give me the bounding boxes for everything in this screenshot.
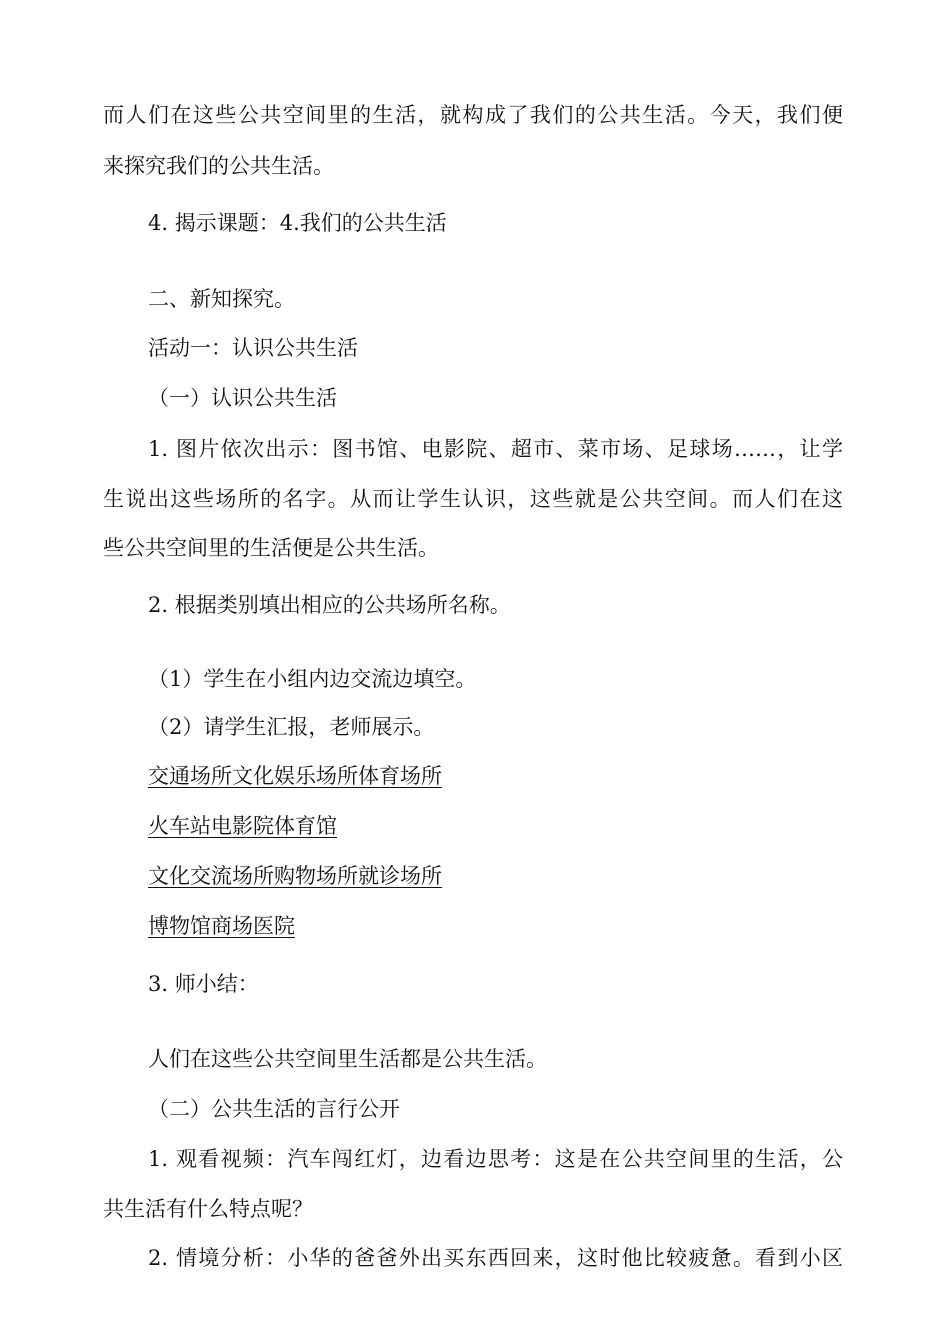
paragraph-line: 生说出这些场所的名字。从而让学生认识，这些就是公共空间。而人们在这 (103, 487, 843, 511)
subsection-heading: （二）公共生活的言行公开 (148, 1097, 400, 1121)
activity-heading: 活动一：认识公共生活 (148, 336, 358, 360)
paragraph-line: 而人们在这些公共空间里的生活，就构成了我们的公共生活。今天，我们便 (103, 103, 843, 127)
subsection-heading: （一）认识公共生活 (148, 386, 337, 410)
section-heading: 二、新知探究。 (148, 287, 295, 311)
paragraph-line: 1. 观看视频：汽车闯红灯，边看边思考：这是在公共空间里的生活，公 (148, 1147, 843, 1171)
table-line: 文化交流场所购物场所就诊场所 (148, 864, 442, 888)
table-line: 火车站电影院体育馆 (148, 814, 337, 838)
table-line: 交通场所文化娱乐场所体育场所 (148, 764, 442, 788)
table-line: 博物馆商场医院 (148, 914, 295, 938)
list-item: 2. 根据类别填出相应的公共场所名称。 (148, 593, 511, 617)
list-item: 3. 师小结： (148, 972, 259, 996)
paragraph-line: 共生活有什么特点呢？ (103, 1197, 313, 1221)
list-item: （1）学生在小组内边交流边填空。 (148, 667, 477, 691)
paragraph-line: 些公共空间里的生活便是公共生活。 (103, 536, 439, 560)
paragraph-line: 人们在这些公共空间里生活都是公共生活。 (148, 1047, 547, 1071)
list-item: （2）请学生汇报，老师展示。 (148, 715, 435, 739)
paragraph-line: 来探究我们的公共生活。 (103, 154, 334, 178)
paragraph-line: 2. 情境分析：小华的爸爸外出买东西回来，这时他比较疲惫。看到小区 (148, 1246, 843, 1270)
paragraph-line: 1. 图片依次出示：图书馆、电影院、超市、菜市场、足球场……，让学 (148, 437, 843, 461)
subtopic-heading: 4. 揭示课题：4.我们的公共生活 (148, 211, 447, 235)
